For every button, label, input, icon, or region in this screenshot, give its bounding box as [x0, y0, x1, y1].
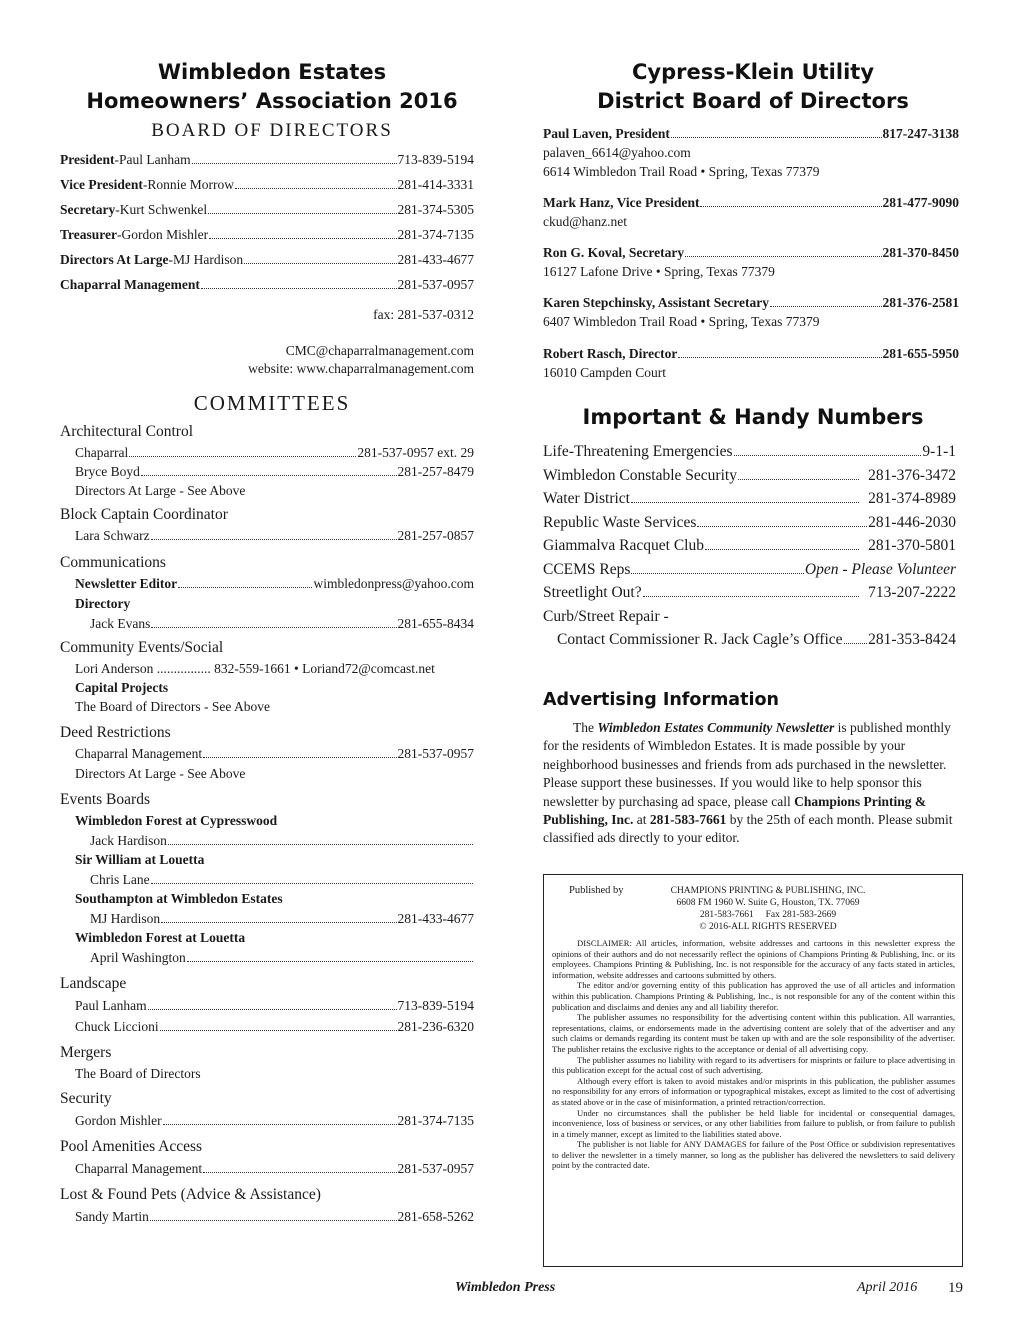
- utility-member-label: Karen Stepchinsky, Assistant Secretary: [543, 295, 770, 310]
- utility-title: [543, 58, 963, 116]
- events-board-label: Wimbledon Forest at Louetta: [75, 930, 246, 945]
- committee-row: [75, 995, 474, 1016]
- board-row: [60, 202, 474, 227]
- committee-value: 281-236-6320: [397, 1019, 474, 1034]
- committee-name: Chuck Liccioni: [75, 1019, 159, 1034]
- committee-name: Chaparral Management: [75, 746, 203, 761]
- committee-note: Directors At Large - See Above: [75, 766, 246, 781]
- handy-label: Wimbledon Constable Security: [543, 466, 737, 484]
- handy-row: [543, 628, 956, 652]
- board-row: [60, 177, 474, 202]
- hoa-title-line2: Homeowners’ Association 2016: [86, 89, 458, 113]
- board-name: Ronnie Morrow: [147, 177, 234, 192]
- committee-title: Deed Restrictions: [60, 724, 171, 741]
- handy-row: [543, 487, 956, 511]
- advertising-title: Advertising Information: [543, 690, 779, 710]
- committee-label: Directory: [75, 596, 131, 611]
- committee-name: April Washington: [90, 949, 186, 965]
- utility-member-email[interactable]: ckud@hanz.net: [543, 214, 628, 229]
- handy-label: Water District: [543, 490, 630, 507]
- publisher-address: 6608 FM 1960 W. Suite G, Houston, TX. 77069: [676, 898, 860, 908]
- committee-row: [75, 1110, 474, 1131]
- board-phone: 281-374-5305: [397, 202, 474, 217]
- committee-name: Chaparral: [75, 445, 129, 460]
- utility-member: [543, 344, 959, 382]
- board-sep: -: [117, 227, 122, 242]
- committee-title: Block Captain Coordinator: [60, 506, 228, 523]
- hoa-title: [60, 58, 484, 116]
- ad-text: The: [573, 720, 598, 735]
- handy-title: Important & Handy Numbers: [582, 405, 924, 429]
- handy-value: 281-370-5801: [868, 537, 956, 554]
- handy-label: Life-Threatening Emergencies: [543, 443, 733, 460]
- committee-row: [75, 1206, 474, 1227]
- board-list: [60, 152, 474, 378]
- utility-member-label: Mark Hanz, Vice President: [543, 195, 700, 210]
- handy-row: [543, 581, 956, 605]
- handy-value: 713-207-2222: [868, 584, 956, 601]
- committee-name: Lara Schwarz: [75, 528, 150, 543]
- committee-row: [75, 443, 474, 462]
- board-phone: 281-537-0957: [397, 277, 474, 292]
- committee-name: Sandy Martin: [75, 1209, 149, 1224]
- board-phone: 713-839-5194: [397, 152, 474, 167]
- footer-date: April 2016: [857, 1280, 918, 1295]
- board-phone: 281-374-7135: [397, 227, 474, 242]
- ad-newsletter-name: Wimbledon Estates Community Newsletter: [597, 720, 835, 735]
- committee-value: 281-537-0957: [397, 746, 474, 761]
- handy-value: 9-1-1: [922, 443, 956, 460]
- utility-member-label: Ron G. Koval, Secretary: [543, 245, 685, 260]
- board-role: Vice President: [60, 177, 143, 192]
- committee-row: [75, 909, 474, 929]
- ad-text: by the 25th of each month. Please submit classified ads directly to your editor.: [543, 812, 953, 846]
- committee-row: [75, 574, 474, 594]
- committee-value: 281-537-0957: [397, 1161, 474, 1176]
- board-fax: fax: 281-537-0312: [373, 307, 474, 322]
- disclaimer-para: The publisher is not liable for ANY DAMAGES for failure of the Post Office or subdivision representatives to deliver the newsletter in a timely manner, so long as the publisher has delivered the newsletters to said delivery point by the contracted date.: [552, 1139, 955, 1171]
- committee-value: 281-374-7135: [397, 1113, 474, 1128]
- committee-name: Gordon Mishler: [75, 1113, 162, 1128]
- board-role: President: [60, 152, 115, 167]
- committee-row: [75, 831, 474, 851]
- utility-member-phone: 281-477-9090: [882, 195, 959, 210]
- board-sep: -: [115, 202, 120, 217]
- committee-row: [75, 948, 474, 968]
- handy-row: [543, 440, 956, 464]
- published-by-label: Published by: [569, 885, 624, 896]
- committee-row: [75, 462, 474, 481]
- board-heading: BOARD OF DIRECTORS: [151, 120, 393, 141]
- committee-note: The Board of Directors - See Above: [75, 699, 270, 714]
- advertising-paragraph: [543, 719, 963, 848]
- publisher-rights: © 2016-ALL RIGHTS RESERVED: [699, 922, 837, 932]
- board-row: [60, 227, 474, 252]
- footer-publication: Wimbledon Press: [455, 1280, 556, 1295]
- disclaimer-para: The editor and/or governing entity of this publication has approved the use of all articles and information within this publication. Champions Printing & Publishing, Inc., is not responsible for any of the content within this publication and disclaims and denies any and all liability therefor.: [552, 980, 955, 1012]
- committee-row: [75, 1158, 474, 1179]
- board-sep: -: [168, 252, 173, 267]
- board-row: [60, 252, 474, 277]
- handy-value: 281-353-8424: [868, 631, 956, 648]
- ad-text: at: [633, 812, 650, 828]
- utility-member-address: 6614 Wimbledon Trail Road • Spring, Texas 77379: [543, 164, 820, 179]
- committee-row: [75, 870, 474, 890]
- handy-value: 281-374-8989: [868, 490, 956, 507]
- committee-name: Chris Lane: [90, 871, 150, 887]
- publisher-phones: 281-583-7661 Fax 281-583-2669: [699, 910, 837, 920]
- utility-member-phone: 817-247-3138: [882, 126, 959, 141]
- committee-title: Landscape: [60, 975, 127, 992]
- events-board-label: Sir William at Louetta: [75, 852, 205, 867]
- board-role: Secretary: [60, 202, 116, 217]
- utility-member: [543, 293, 959, 344]
- handy-value: 281-446-2030: [868, 513, 956, 531]
- disclaimer-para: The publisher assumes no responsibility for the advertising content within this publication. All warranties, representations, claims, or endorsements made in the advertising content are solely that of the advertiser and any such claims or demands regarding its content must be taken up with and are the sole responsibility of the advertiser. The publisher retains the exclusive rights to the acceptance or denial of all advertising copy.: [552, 1012, 955, 1054]
- board-row: [60, 277, 474, 302]
- handy-row: [543, 464, 956, 488]
- committee-row: Lori Anderson ................ 832-559-1661 • Loriand72@comcast.net: [75, 661, 435, 676]
- committee-value: 281-655-8434: [397, 616, 474, 631]
- disclaimer-para: Under no circumstances shall the publisher be held liable for incidental or consequential damages, inconvenience, loss of business or services, or any other liabilities from failure to publish, or from failure to publish in a timely manner, except as limited to the liabilities stated above.: [552, 1107, 955, 1139]
- board-sep: -: [142, 177, 148, 192]
- committee-value: 281-658-5262: [397, 1209, 474, 1224]
- committee-title: Pool Amenities Access: [60, 1138, 203, 1155]
- board-phone: 281-433-4677: [397, 252, 474, 267]
- footer-page-number: 19: [948, 1280, 963, 1296]
- committee-value[interactable]: wimbledonpress@yahoo.com: [313, 576, 474, 591]
- committee-name: Paul Lanham: [75, 998, 147, 1013]
- handy-row: [543, 511, 956, 535]
- handy-label: Contact Commissioner R. Jack Cagle’s Office: [557, 631, 843, 648]
- board-name: Gordon Mishler: [121, 227, 209, 242]
- events-board-label: Wimbledon Forest at Cypresswood: [75, 813, 278, 828]
- committee-name: Jack Evans: [90, 616, 151, 631]
- committee-value: 281-257-8479: [397, 464, 474, 479]
- committee-value: 713-839-5194: [397, 998, 474, 1013]
- committee-label: Newsletter Editor: [75, 576, 178, 591]
- board-name: Paul Lanham: [119, 152, 191, 167]
- disclaimer-text: [552, 938, 955, 1171]
- utility-member: [543, 124, 959, 179]
- utility-member-phone: 281-376-2581: [882, 295, 959, 310]
- committee-name: Chaparral Management: [75, 1161, 203, 1176]
- disclaimer-para: Although every effort is taken to avoid mistakes and/or misprints in this publication, the publisher assumes no responsibility for any errors of information or typographical mistakes, except as limited to the cost of advertising as stated above or in the case of misinformation, a printed retraction/correction.: [552, 1075, 955, 1107]
- committee-title: Community Events/Social: [60, 639, 224, 656]
- handy-row: [543, 534, 956, 558]
- utility-title-line1: Cypress-Klein Utility: [631, 60, 875, 84]
- utility-member: [543, 193, 959, 243]
- committee-note: The Board of Directors: [75, 1066, 201, 1081]
- board-sep: -: [114, 152, 119, 167]
- utility-members: [543, 124, 959, 382]
- board-role: Directors At Large: [60, 252, 169, 267]
- ad-phone: 281-583-7661: [649, 812, 727, 828]
- utility-member-address: 6407 Wimbledon Trail Road • Spring, Texas 77379: [543, 314, 820, 329]
- utility-member-phone: 281-655-5950: [882, 346, 959, 361]
- disclaimer-para: DISCLAIMER: All articles, information, website addresses and cartoons in this newsletter express the opinions of their authors and do not necessarily reflect the opinions of Champions Printing & Publishing, Inc. or its employees. Champions Printing & Publishing, Inc. is not responsible for the accuracy of any facts stated in articles, information, website addresses and cartoons submitted by others.: [552, 938, 955, 980]
- committee-value: 281-433-4677: [397, 910, 474, 926]
- committee-value: 281-537-0957 ext. 29: [357, 445, 474, 460]
- ad-text: is published monthly for the residents of Wimbledon Estates. It is made possible by your neighborhood businesses and friends from ads purchased in the newsletter. Please support these businesses. If you would like to help sponsor this newsletter by purchasing ad space, please call: [543, 720, 951, 809]
- handy-label: Republic Waste Services: [543, 513, 697, 531]
- handy-curb-line1: Curb/Street Repair -: [543, 607, 669, 625]
- publisher-name: CHAMPIONS PRINTING & PUBLISHING, INC.: [670, 886, 866, 896]
- committee-title: Architectural Control: [60, 423, 193, 440]
- committee-row: [75, 1016, 474, 1037]
- board-row: [60, 152, 474, 177]
- committee-name: Jack Hardison: [90, 832, 167, 848]
- utility-title-line2: District Board of Directors: [597, 89, 909, 113]
- board-name: Kurt Schwenkel: [119, 202, 208, 217]
- committee-label: Capital Projects: [75, 680, 169, 695]
- utility-member-label: Paul Laven, President: [543, 126, 670, 141]
- committee-row: [75, 526, 474, 546]
- utility-member-email[interactable]: palaven_6614@yahoo.com: [543, 145, 691, 160]
- hoa-title-line1: Wimbledon Estates: [157, 60, 387, 84]
- board-website[interactable]: website: www.chaparralmanagement.com: [248, 361, 474, 376]
- board-email[interactable]: CMC@chaparralmanagement.com: [285, 343, 474, 358]
- utility-member-address: 16010 Campden Court: [543, 365, 666, 380]
- publisher-info: [643, 885, 893, 933]
- committee-title: Communications: [60, 554, 166, 571]
- committee-row: [75, 744, 474, 764]
- committee-name: MJ Hardison: [90, 910, 161, 926]
- committee-title: Mergers: [60, 1044, 112, 1061]
- committee-title: Lost & Found Pets (Advice & Assistance): [60, 1186, 321, 1203]
- handy-label: Streetlight Out?: [543, 584, 642, 601]
- committee-title: Security: [60, 1090, 112, 1107]
- utility-member-address: 16127 Lafone Drive • Spring, Texas 77379: [543, 264, 775, 279]
- handy-row: [543, 558, 956, 582]
- committee-note: Directors At Large - See Above: [75, 483, 246, 498]
- handy-label: Giammalva Racquet Club: [543, 537, 704, 554]
- board-name: MJ Hardison: [172, 252, 244, 267]
- committee-value: 281-257-0857: [397, 528, 474, 543]
- committees-list: [60, 421, 474, 1227]
- utility-member: [543, 243, 959, 293]
- handy-list: [543, 440, 956, 652]
- events-board-label: Southampton at Wimbledon Estates: [75, 891, 283, 906]
- committee-row: [75, 614, 474, 634]
- board-role: Chaparral Management: [60, 277, 200, 292]
- utility-member-phone: 281-370-8450: [882, 245, 959, 260]
- board-role: Treasurer: [60, 227, 117, 242]
- handy-value: 281-376-3472: [868, 466, 956, 484]
- committee-title: Events Boards: [60, 791, 150, 808]
- board-phone: 281-414-3331: [397, 177, 474, 192]
- committees-heading: COMMITTEES: [193, 391, 351, 415]
- disclaimer-para: The publisher assumes no liability with regard to its advertisers for misprints or failure to place advertising in this publication except for the actual cost of such advertising.: [552, 1054, 955, 1076]
- handy-value: Open - Please Volunteer: [804, 560, 956, 578]
- ad-company: Champions Printing & Publishing, Inc.: [543, 793, 927, 828]
- handy-label: CCEMS Reps: [543, 560, 631, 578]
- committee-name: Bryce Boyd: [75, 464, 140, 479]
- utility-member-label: Robert Rasch, Director: [543, 346, 678, 361]
